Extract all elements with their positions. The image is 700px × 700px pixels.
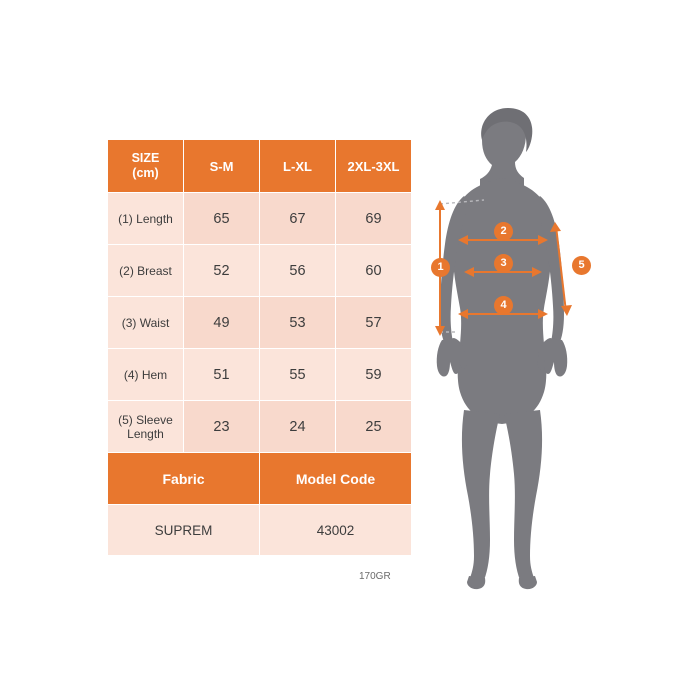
table-footer-value-row — [108, 505, 412, 556]
value-fabric: SUPREM — [108, 505, 260, 556]
header-model-code: Model Code — [260, 453, 412, 505]
header-size-line2: (cm) — [132, 166, 159, 180]
cell-hem-l-xl: 55 — [260, 349, 336, 401]
cell-waist-2xl-3xl: 57 — [336, 297, 412, 349]
table-header-row — [108, 140, 412, 193]
row-label-waist: (3) Waist — [108, 297, 184, 349]
female-body-silhouette — [420, 100, 685, 600]
cell-sleeve-2xl-3xl: 25 — [336, 401, 412, 453]
table-row — [108, 401, 412, 453]
fabric-weight-note: 170GR — [359, 571, 391, 582]
table-row — [108, 193, 412, 245]
measure-badge-2: 2 — [494, 222, 513, 241]
table-row — [108, 349, 412, 401]
measure-badge-4: 4 — [494, 296, 513, 315]
row-label-breast: (2) Breast — [108, 245, 184, 297]
header-size-line1: SIZE — [131, 151, 160, 165]
header-col-2xl-3xl: 2XL-3XL — [336, 140, 412, 193]
cell-sleeve-s-m: 23 — [184, 401, 260, 453]
table-row — [108, 297, 412, 349]
size-chart-table — [107, 139, 412, 556]
measure-badge-5: 5 — [572, 256, 591, 275]
header-size-unit — [108, 140, 184, 193]
body-figure-diagram — [420, 100, 685, 600]
cell-length-2xl-3xl: 69 — [336, 193, 412, 245]
cell-length-l-xl: 67 — [260, 193, 336, 245]
header-col-l-xl: L-XL — [260, 140, 336, 193]
cell-breast-s-m: 52 — [184, 245, 260, 297]
cell-sleeve-l-xl: 24 — [260, 401, 336, 453]
table-row — [108, 245, 412, 297]
cell-breast-2xl-3xl: 60 — [336, 245, 412, 297]
cell-waist-s-m: 49 — [184, 297, 260, 349]
cell-hem-s-m: 51 — [184, 349, 260, 401]
value-model-code: 43002 — [260, 505, 412, 556]
measure-badge-1: 1 — [431, 258, 450, 277]
row-label-length: (1) Length — [108, 193, 184, 245]
table-footer-header-row — [108, 453, 412, 505]
header-fabric: Fabric — [108, 453, 260, 505]
cell-waist-l-xl: 53 — [260, 297, 336, 349]
header-col-s-m: S-M — [184, 140, 260, 193]
row-label-hem: (4) Hem — [108, 349, 184, 401]
cell-hem-2xl-3xl: 59 — [336, 349, 412, 401]
measure-badge-3: 3 — [494, 254, 513, 273]
cell-breast-l-xl: 56 — [260, 245, 336, 297]
row-label-sleeve-length: (5) Sleeve Length — [108, 401, 184, 453]
cell-length-s-m: 65 — [184, 193, 260, 245]
